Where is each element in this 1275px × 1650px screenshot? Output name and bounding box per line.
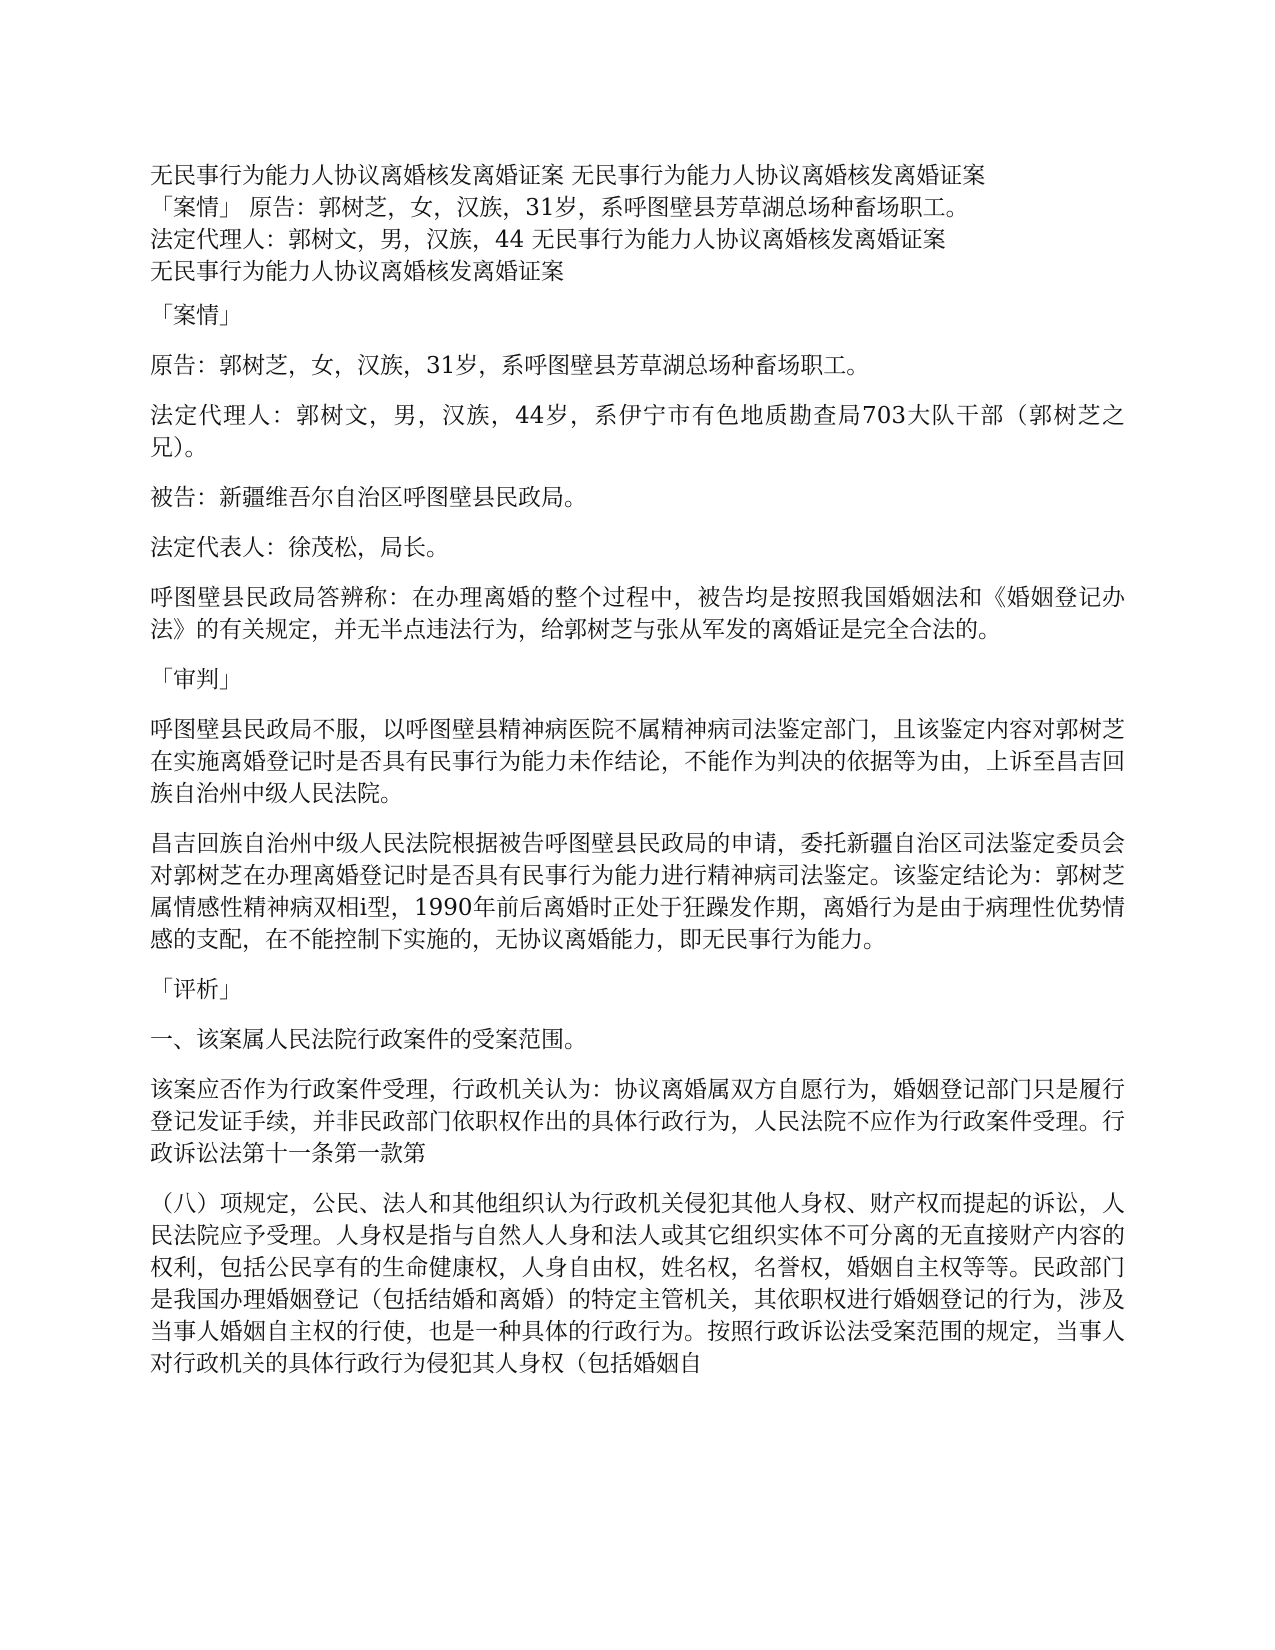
plaintiff-paragraph: 原告：郭树芝，女，汉族，31岁，系呼图壁县芳草湖总场种畜场职工。 [150,353,870,379]
document-body [150,160,1125,1398]
section-heading-case: 「案情」 [150,303,242,329]
header-line: 「案情」 原告：郭树芝，女，汉族，31岁，系呼图壁县芳草湖总场种畜场职工。 [150,195,969,221]
defendant-paragraph: 被告：新疆维吾尔自治区呼图壁县民政局。 [150,485,587,511]
acceptance-paragraph: 该案应否作为行政案件受理，行政机关认为：协议离婚属双方自愿行为，婚姻登记部门只是履行登记发证手续，并非民政部门依职权作出的具体行政行为，人民法院不应作为行政案件受理。行政诉讼法第十一条第一款第 [150,1077,1125,1167]
header-summary [150,160,1125,288]
section-heading-trial: 「审判」 [150,667,242,693]
header-line: 无民事行为能力人协议离婚核发离婚证案 无民事行为能力人协议离婚核发离婚证案 [150,163,986,189]
defense-paragraph: 呼图壁县民政局答辨称：在办理离婚的整个过程中，被告均是按照我国婚姻法和《婚姻登记办法》的有关规定，并无半点违法行为，给郭树芝与张从军发的离婚证是完全合法的。 [150,585,1125,643]
legal-agent-paragraph: 法定代理人：郭树文，男，汉族，44岁，系伊宁市有色地质勘查局703大队干部（郭树芝之兄）。 [150,403,1125,461]
header-line: 法定代理人：郭树文，男，汉族，44 无民事行为能力人协议离婚核发离婚证案 [150,227,946,253]
analysis-point-one: 一、该案属人民法院行政案件的受案范围。 [150,1027,587,1053]
legal-representative-paragraph: 法定代表人：徐茂松，局长。 [150,535,449,561]
section-heading-analysis: 「评析」 [150,977,242,1003]
appeal-paragraph: 呼图壁县民政局不服，以呼图壁县精神病医院不属精神病司法鉴定部门，且该鉴定内容对郭树芝在实施离婚登记时是否具有民事行为能力未作结论，不能作为判决的依据等为由，上诉至昌吉回族自治州中级人民法院。 [150,717,1125,807]
appraisal-paragraph: 昌吉回族自治州中级人民法院根据被告呼图壁县民政局的申请，委托新疆自治区司法鉴定委员会对郭树芝在办理离婚登记时是否具有民事行为能力进行精神病司法鉴定。该鉴定结论为：郭树芝属情感性精神病双相ⅰ型，1990年前后离婚时正处于狂躁发作期，离婚行为是由于病理性优势情感的支配，在不能控制下实施的，无协议离婚能力，即无民事行为能力。 [150,831,1125,953]
header-line: 无民事行为能力人协议离婚核发离婚证案 [150,259,564,285]
provision-paragraph: （八）项规定，公民、法人和其他组织认为行政机关侵犯其他人身权、财产权而提起的诉讼，人民法院应予受理。人身权是指与自然人人身和法人或其它组织实体不可分离的无直接财产内容的权利，包括公民享有的生命健康权，人身自由权，姓名权，名誉权，婚姻自主权等等。民政部门是我国办理婚姻登记（包括结婚和离婚）的特定主管机关，其依职权进行婚姻登记的行为，涉及当事人婚姻自主权的行使，也是一种具体的行政行为。按照行政诉讼法受案范围的规定，当事人对行政机关的具体行政行为侵犯其人身权（包括婚姻自 [150,1191,1125,1377]
